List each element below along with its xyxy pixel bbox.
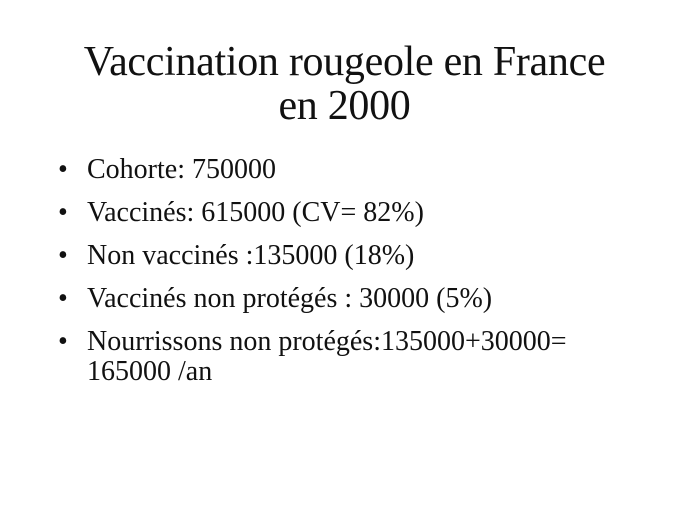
bullet-text [87,284,658,314]
bullet-item-nourrissons [58,327,658,387]
bullet-dot-icon: • [58,197,68,228]
bullet-dot-icon: • [58,154,68,185]
bullet-line: Vaccinés: 615000 (CV= 82%) [87,197,424,228]
slide-title [30,40,659,128]
slide-title-line-2: en 2000 [278,83,411,129]
bullet-text [87,155,658,185]
bullet-line: Non vaccinés :135000 (18%) [87,240,415,271]
bullet-line: Vaccinés non protégés : 30000 (5%) [87,283,493,314]
bullet-item-cohorte [58,155,658,185]
bullet-text [87,198,658,228]
slide-title-line-1: Vaccination rougeole en France [83,39,606,85]
bullet-dot-icon: • [58,283,68,314]
bullet-item-non-vaccines [58,241,658,271]
bullet-line: Nourrissons non protégés:135000+30000= [87,326,567,357]
bullet-line: Cohorte: 750000 [87,154,276,185]
bullet-item-vaccines-non-proteges [58,284,658,314]
bullet-text [87,241,658,271]
bullet-line: 165000 /an [87,356,213,387]
bullet-dot-icon: • [58,240,68,271]
bullet-list [58,155,658,400]
bullet-dot-icon: • [58,326,68,357]
bullet-text [87,327,658,387]
bullet-item-vaccines [58,198,658,228]
